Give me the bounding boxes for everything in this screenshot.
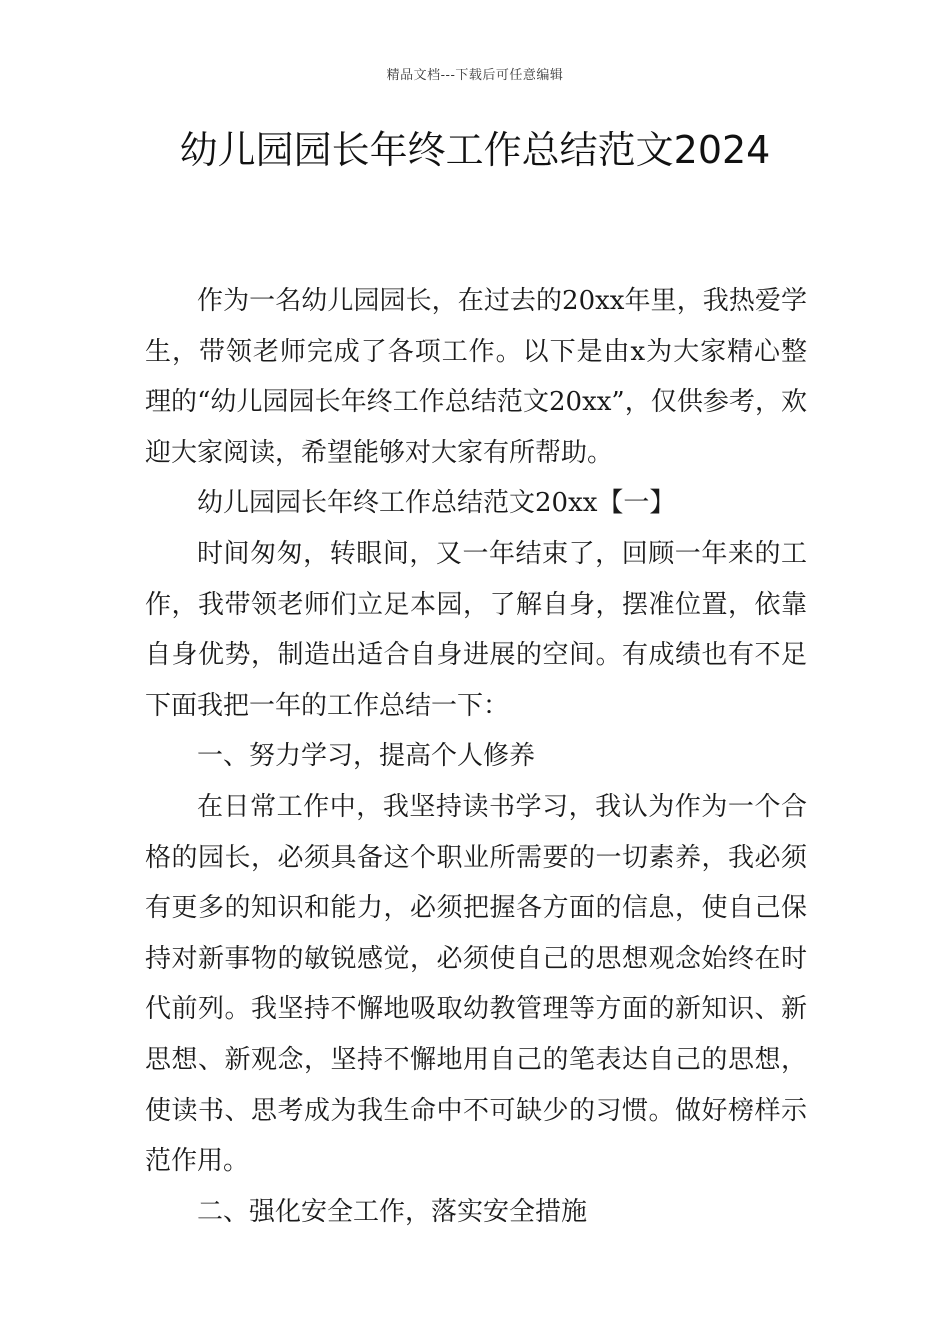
paragraph-study: 在日常工作中，我坚持读书学习，我认为作为一个合格的园长，必须具备这个职业所需要的一切素养，我必须有更多的知识和能力，必须把握各方面的信息，使自己保持对新事物的敏锐感觉，必须使自己的思想观念始终在时代前列。我坚持不懈地吸取幼教管理等方面的新知识、新思想、新观念，坚持不懈地用自己的笔表达自己的思想，使读书、思考成为我生命中不可缺少的习惯。做好榜样示范作用。 xyxy=(145,791,807,1177)
section-heading-one: 幼儿园园长年终工作总结范文20xx【一】 xyxy=(197,488,676,519)
document-body xyxy=(145,276,807,1237)
document-title: 幼儿园园长年终工作总结范文2024 xyxy=(179,128,771,172)
header-note: 精品文档---下载后可任意编辑 xyxy=(386,68,564,83)
paragraph-intro: 作为一名幼儿园园长，在过去的20xx年里，我热爱学生，带领老师完成了各项工作。以下是由x为大家精心整理的“幼儿园园长年终工作总结范文20xx”，仅供参考，欢迎大家阅读，希望能够对大家有所帮助。 xyxy=(145,286,807,468)
paragraph-review: 时间匆匆，转眼间，又一年结束了，回顾一年来的工作，我带领老师们立足本园，了解自身，摆准位置，依靠自身优势，制造出适合自身进展的空间。有成绩也有不足下面我把一年的工作总结一下： xyxy=(145,538,807,721)
subheading-safety: 二、强化安全工作，落实安全措施 xyxy=(197,1196,588,1227)
subheading-study: 一、努力学习，提高个人修养 xyxy=(197,741,536,772)
